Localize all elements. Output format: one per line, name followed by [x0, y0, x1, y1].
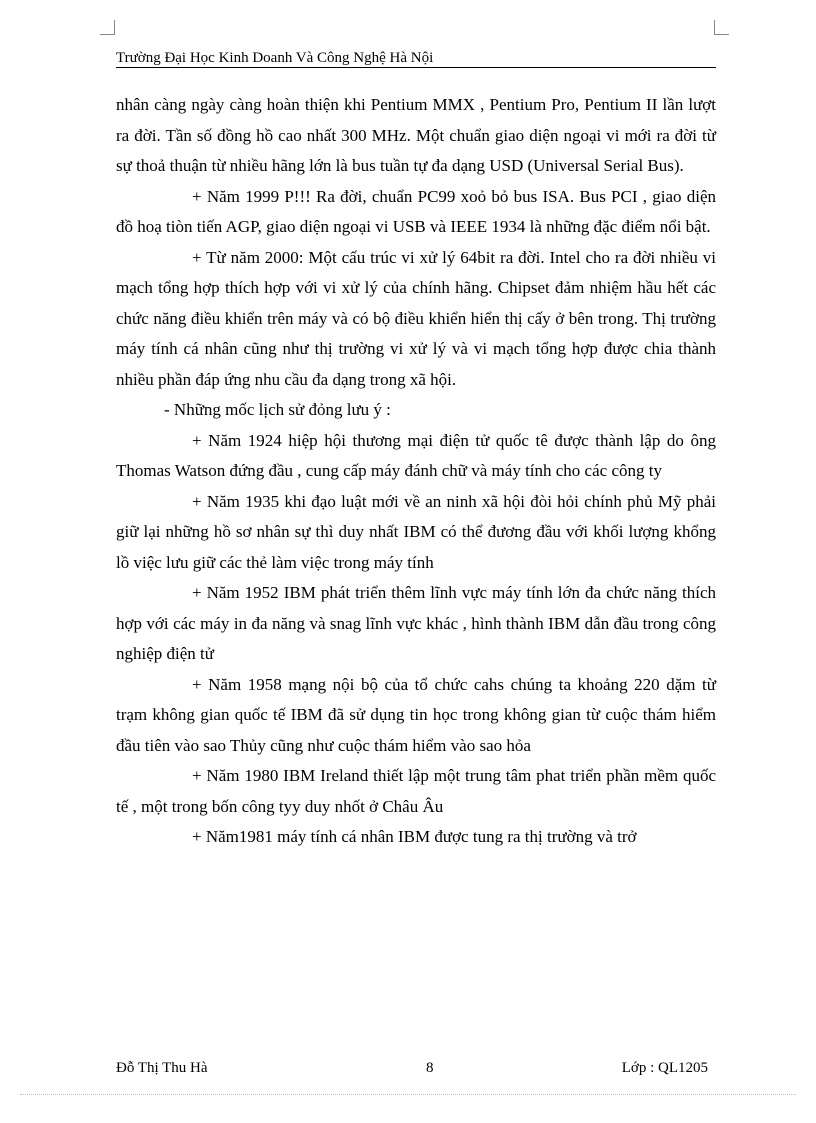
- page-footer: [116, 1058, 716, 1078]
- paragraph: + Năm 1999 P!!! Ra đời, chuẩn PC99 xoỏ bỏ bus ISA. Bus PCI , giao diện đồ hoạ tiòn tiến AGP, giao diện ngoại vi USB và IEEE 1934 là những đặc điểm nổi bật.: [116, 186, 716, 236]
- header-title: Trường Đại Học Kinh Doanh Và Công Nghệ Hà Nội: [116, 50, 434, 66]
- page-number: 8: [426, 1060, 434, 1076]
- page-header: [116, 49, 716, 68]
- paragraph: + Năm1981 máy tính cá nhân IBM được tung ra thị trường và trở: [192, 827, 637, 846]
- crop-mark-top-left: [100, 20, 115, 35]
- paragraph: + Từ năm 2000: Một cấu trúc vi xử lý 64bit ra đời. Intel cho ra đời nhiều vi mạch tổng hợp thích hợp với vi xử lý của chính hãng. Chipset đảm nhiệm hầu hết các chức năng điều khiển trên máy và có bộ điều khiển hiển thị cấy ở bên trong. Thị trường máy tính cá nhân cũng như thị trường vi xử lý và vi mạch tổng hợp được chia thành nhiều phần đáp ứng nhu cầu đa dạng trong xã hội.: [116, 247, 716, 389]
- paragraph: + Năm 1958 mạng nội bộ của tổ chức cahs chúng ta khoảng 220 dặm từ trạm không gian quốc tế IBM đã sử dụng tin học trong không gian từ cuộc thám hiểm đầu tiên vào sao Thủy cũng như cuộc thám hiểm vào sao hỏa: [116, 674, 716, 755]
- footer-author: Đỗ Thị Thu Hà: [116, 1060, 208, 1076]
- document-body: [116, 90, 716, 853]
- paragraph: + Năm 1935 khi đạo luật mới về an ninh xã hội đòi hỏi chính phủ Mỹ phải giữ lại những hồ sơ nhân sự thì duy nhất IBM có thể đương đầu với khối lượng khổng lồ việc lưu giữ các thẻ làm việc trong máy tính: [116, 491, 716, 572]
- paragraph: + Năm 1980 IBM Ireland thiết lập một trung tâm phat triển phần mềm quốc tế , một trong bốn công tyy duy nhốt ở Châu Âu: [116, 766, 716, 816]
- paragraph: nhân càng ngày càng hoàn thiện khi Pentium MMX , Pentium Pro, Pentium II lần lượt ra đời. Tần số đồng hồ cao nhất 300 MHz. Một chuẩn giao diện ngoại vi mới ra đời từ sự thoả thuận từ nhiều hãng lớn là bus tuần tự đa dạng USD (Universal Serial Bus).: [116, 95, 716, 175]
- paragraph: + Năm 1924 hiệp hội thương mại điện tử quốc tê được thành lập do ông Thomas Watson đứng đầu , cung cấp máy đánh chữ và máy tính cho các công ty: [116, 430, 716, 480]
- footer-class: Lớp : QL1205: [621, 1060, 708, 1076]
- crop-mark-top-right: [714, 20, 729, 35]
- paragraph: + Năm 1952 IBM phát triển thêm lĩnh vực máy tính lớn đa chức năng thích hợp với các máy in đa năng và snag lĩnh vực khác , hình thành IBM dẫn đầu trong công nghiệp điện tử: [116, 583, 716, 663]
- paragraph: - Những mốc lịch sử đỏng lưu ý :: [164, 400, 391, 419]
- page-bottom-divider: [20, 1094, 796, 1095]
